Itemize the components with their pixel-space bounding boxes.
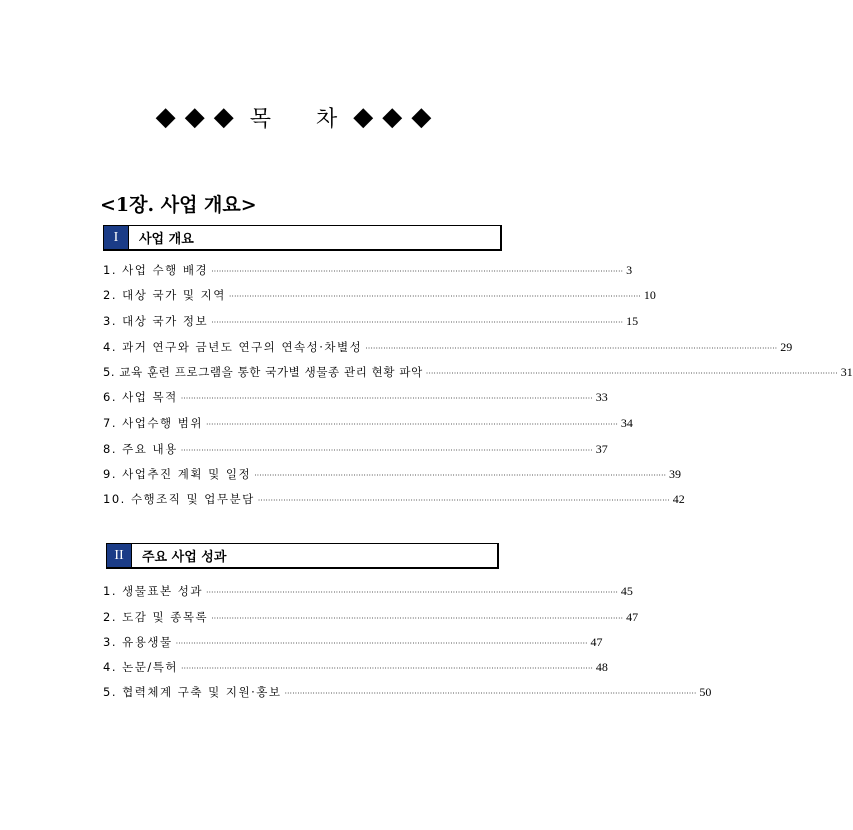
toc-entry[interactable] [103,634,603,652]
dot-leader: ·································································································································································· [211,267,624,276]
toc-entry-label: 4. 논문/특허 [103,660,178,674]
toc-entry-page: 37 [595,442,608,456]
toc-entry-page: 33 [595,390,608,404]
toc-entry[interactable] [103,441,608,459]
toc-entry-page: 15 [626,314,639,328]
toc-entry[interactable] [103,364,853,382]
toc-entry-label: 10. 수행조직 및 업무분담 [103,492,255,506]
dot-leader: ·································································································································································· [228,292,641,301]
toc-entry-page: 48 [595,660,608,674]
toc-entry-label: 3. 대상 국가 정보 [103,314,209,328]
toc-entry[interactable] [103,609,639,627]
toc-entry-label: 4. 과거 연구와 금년도 연구의 연속성·차별성 [103,340,363,354]
dot-leader: ·································································································································································· [205,588,618,597]
dot-leader: ·································································································································································· [175,639,588,648]
toc-entry-label: 3. 유용생물 [103,635,173,649]
toc-entry[interactable] [103,262,633,280]
dot-leader: ·································································································································································· [211,318,624,327]
dot-leader: ·································································································································································· [211,614,624,623]
toc-entry-page: 45 [620,584,633,598]
toc-entry[interactable] [103,491,685,509]
section-title: 사업 개요 [139,232,194,247]
dot-leader: ·································································································································································· [257,496,670,505]
toc-entry-page: 39 [669,467,682,481]
section-title: 주요 사업 성과 [142,550,227,565]
toc-title [0,100,587,134]
toc-entry-label: 5. 교육 훈련 프로그램을 통한 국가별 생물종 관리 현황 파악 [103,365,423,379]
toc-entry[interactable] [103,466,682,484]
toc-entry-page: 31 [840,365,853,379]
toc-entry-page: 47 [590,635,603,649]
toc-entry-label: 2. 대상 국가 및 지역 [103,288,226,302]
dot-leader: ·································································································································································· [205,420,618,429]
toc-entry-page: 3 [626,263,633,277]
dot-leader: ·································································································································································· [284,689,697,698]
toc-entry-page: 50 [699,685,712,699]
toc-entry[interactable] [103,389,608,407]
toc-entry-label: 7. 사업수행 범위 [103,416,203,430]
toc-entry-page: 47 [626,610,639,624]
dot-leader: ·································································································································································· [180,664,593,673]
section-header-1 [103,225,502,251]
dot-leader: ·································································································································································· [254,471,667,480]
toc-entry[interactable] [103,313,639,331]
toc-entry-label: 5. 협력체계 구축 및 지원·홍보 [103,685,282,699]
dot-leader: ·································································································································································· [365,344,778,353]
toc-entry[interactable] [103,339,793,357]
dot-leader: ·································································································································································· [180,446,593,455]
toc-entry[interactable] [103,287,656,305]
section-number-badge: I [104,226,129,249]
toc-title-text: 목 차 [249,106,338,132]
diamond-decoration-left: ◆ ◆ ◆ [155,102,234,132]
section-number-badge: II [107,544,132,567]
toc-entry-label: 1. 사업 수행 배경 [103,263,209,277]
dot-leader: ·································································································································································· [425,369,838,378]
toc-entry-page: 34 [620,416,633,430]
diamond-decoration-right: ◆ ◆ ◆ [353,102,432,132]
toc-entry[interactable] [103,684,712,702]
section-header-2 [106,543,499,569]
toc-entry[interactable] [103,415,633,433]
toc-entry-page: 42 [672,492,685,506]
chapter-heading: <1장. 사업 개요> [100,194,257,216]
toc-entry-label: 2. 도감 및 종목록 [103,610,209,624]
toc-entry-label: 1. 생물표본 성과 [103,584,203,598]
toc-entry-label: 8. 주요 내용 [103,442,178,456]
dot-leader: ·································································································································································· [180,394,593,403]
toc-entry[interactable] [103,583,633,601]
toc-entry-page: 10 [643,288,656,302]
toc-entry[interactable] [103,659,608,677]
toc-entry-page: 29 [780,340,793,354]
toc-entry-label: 9. 사업추진 계획 및 일정 [103,467,252,481]
toc-entry-label: 6. 사업 목적 [103,390,178,404]
